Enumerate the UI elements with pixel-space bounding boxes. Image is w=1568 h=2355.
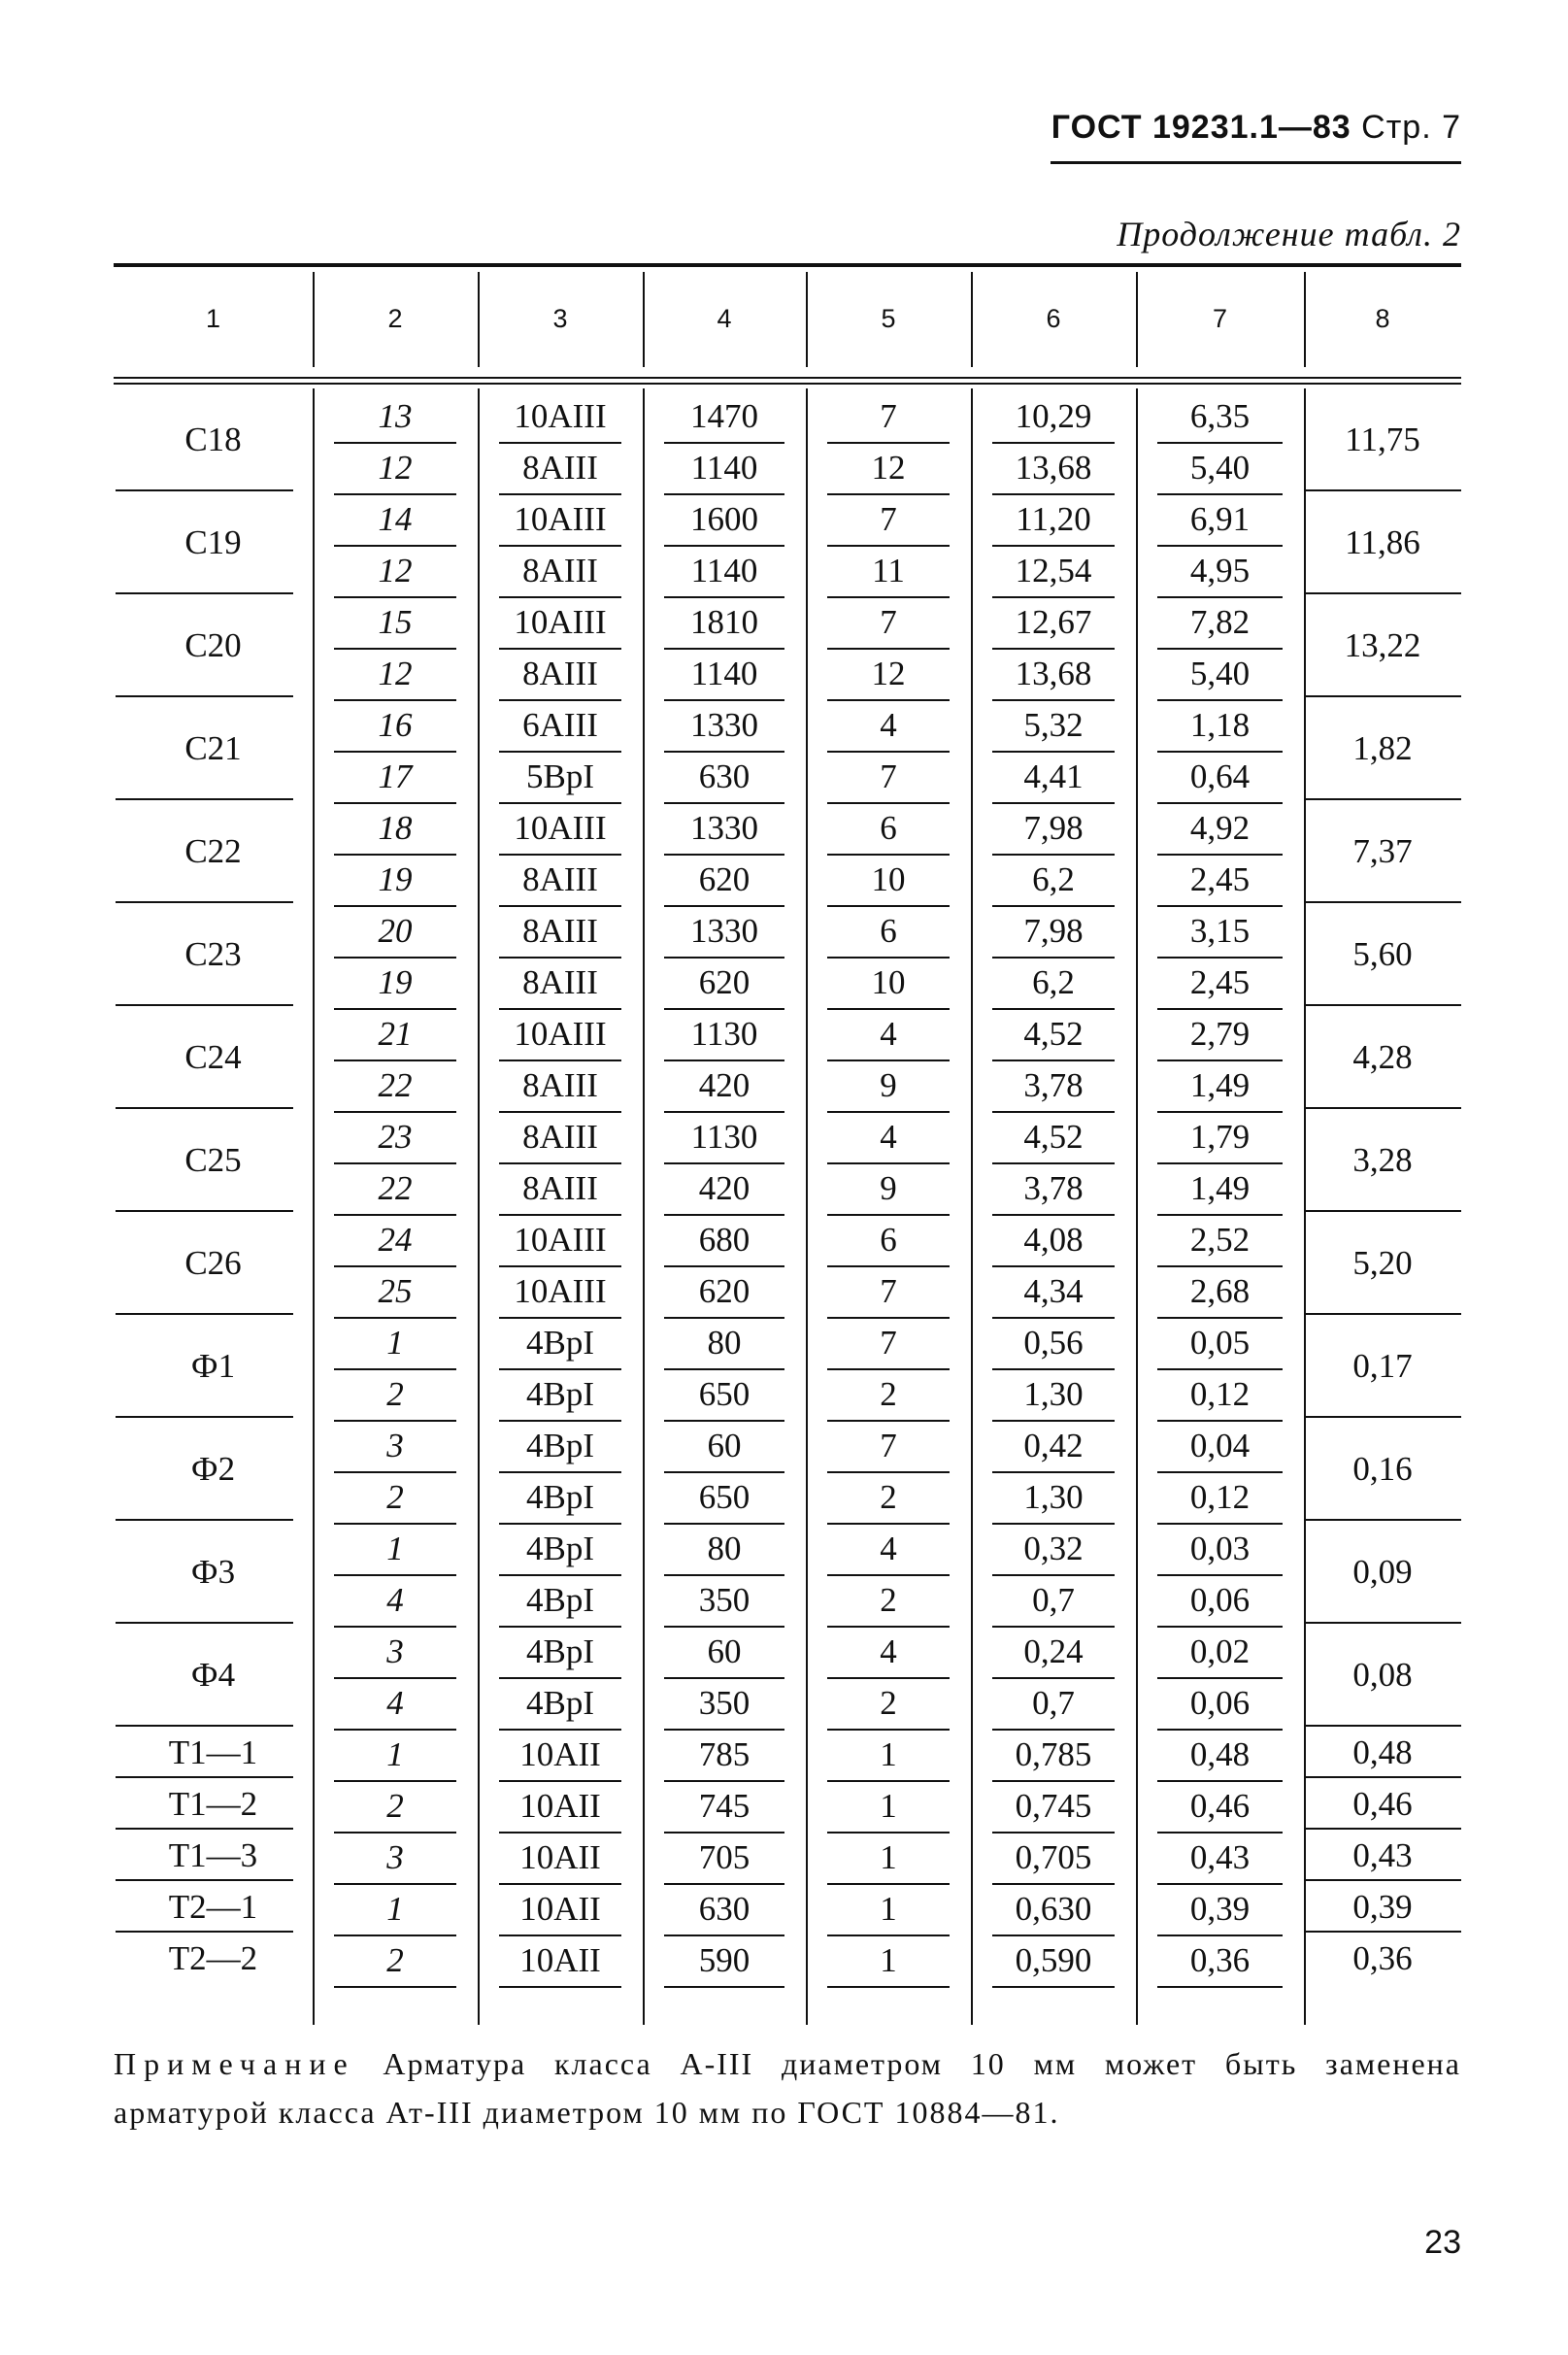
group-separator (1306, 901, 1461, 903)
table-cell-col3: 8АIII (499, 1111, 621, 1164)
row-label: С25 (184, 1141, 242, 1179)
table-cell-col6: 0,42 (992, 1420, 1115, 1473)
group-separator (116, 1519, 293, 1521)
group-separator (116, 1004, 293, 1006)
table-cell-col2: 12 (334, 442, 456, 495)
row-label: Т1—2 (168, 1784, 258, 1823)
table-cell-col6: 4,52 (992, 1008, 1115, 1061)
table-cell-col4: 705 (664, 1832, 784, 1885)
column-number-2: 2 (387, 304, 403, 333)
row-total: 4,28 (1352, 1038, 1413, 1076)
table-cell-col3: 4ВрI (499, 1471, 621, 1525)
group-separator (1306, 1004, 1461, 1006)
group-separator (116, 1313, 293, 1315)
row-total: 0,46 (1352, 1784, 1413, 1823)
group-separator (116, 1416, 293, 1418)
table-cell-col5: 4 (827, 1523, 950, 1576)
table-cell-col5: 6 (827, 802, 950, 856)
table-cell-col6: 0,24 (992, 1626, 1115, 1679)
group-separator (1306, 1879, 1461, 1881)
table-cell-col5: 11 (827, 545, 950, 598)
table-cell-col5: 9 (827, 1162, 950, 1216)
group-separator (116, 1776, 293, 1778)
table-cell-col7: 2,45 (1157, 957, 1283, 1010)
table-cell-col2: 2 (334, 1471, 456, 1525)
table-cell-col6: 0,7 (992, 1677, 1115, 1731)
table-cell-col5: 7 (827, 493, 950, 547)
table-cell-col2: 22 (334, 1162, 456, 1216)
row-total: 5,20 (1352, 1244, 1413, 1282)
table-cell-col7: 0,39 (1157, 1883, 1283, 1936)
table-cell-col5: 7 (827, 596, 950, 650)
table-cell-col4: 1140 (664, 648, 784, 701)
table-cell-col6: 12,67 (992, 596, 1115, 650)
table-cell-col7: 2,79 (1157, 1008, 1283, 1061)
table-cell-col5: 2 (827, 1677, 950, 1731)
row-total: 0,17 (1352, 1347, 1413, 1385)
table-cell-col2: 4 (334, 1574, 456, 1628)
table-cell-col4: 590 (664, 1934, 784, 1988)
group-separator (116, 1931, 293, 1933)
table-cell-col5: 4 (827, 699, 950, 753)
table-cell-col3: 10АII (499, 1780, 621, 1834)
group-separator (1306, 695, 1461, 697)
table-cell-col4: 80 (664, 1317, 784, 1370)
table-cell-col5: 2 (827, 1368, 950, 1422)
table-cell-col2: 24 (334, 1214, 456, 1267)
table-cell-col4: 630 (664, 751, 784, 804)
row-label: Ф3 (190, 1553, 236, 1591)
table-cell-col6: 0,56 (992, 1317, 1115, 1370)
table-cell-col7: 5,40 (1157, 648, 1283, 701)
table-cell-col5: 7 (827, 1265, 950, 1319)
table-cell-col6: 13,68 (992, 648, 1115, 701)
table-cell-col7: 3,15 (1157, 905, 1283, 959)
table-cell-col3: 4ВрI (499, 1317, 621, 1370)
table-cell-col2: 19 (334, 957, 456, 1010)
table-cell-col3: 10АII (499, 1729, 621, 1782)
table-cell-col7: 0,12 (1157, 1471, 1283, 1525)
table-cell-col7: 0,48 (1157, 1729, 1283, 1782)
group-separator (116, 489, 293, 491)
table-cell-col6: 4,52 (992, 1111, 1115, 1164)
page-label: Стр. 7 (1361, 109, 1461, 146)
row-label: Ф4 (190, 1656, 236, 1694)
table-cell-col4: 620 (664, 854, 784, 907)
table-cell-col4: 620 (664, 957, 784, 1010)
table-cell-col7: 0,12 (1157, 1368, 1283, 1422)
group-separator (116, 1622, 293, 1624)
table-cell-col3: 8АIII (499, 957, 621, 1010)
table-cell-col2: 21 (334, 1008, 456, 1061)
row-label: Т2—1 (168, 1887, 258, 1926)
table-cell-col2: 14 (334, 493, 456, 547)
table-cell-col3: 8АIII (499, 905, 621, 959)
row-total: 0,43 (1352, 1835, 1413, 1874)
column-number-6: 6 (1046, 304, 1061, 333)
table-cell-col3: 8АIII (499, 1060, 621, 1113)
table-cell-col5: 1 (827, 1729, 950, 1782)
table-cell-col4: 785 (664, 1729, 784, 1782)
table-cell-col4: 1130 (664, 1111, 784, 1164)
table-cell-col2: 4 (334, 1677, 456, 1731)
table-cell-col5: 1 (827, 1934, 950, 1988)
row-total: 0,36 (1352, 1938, 1413, 1977)
table-cell-col3: 10АIII (499, 1265, 621, 1319)
table-cell-col5: 1 (827, 1780, 950, 1834)
table-cell-col7: 0,04 (1157, 1420, 1283, 1473)
row-total: 13,22 (1344, 626, 1421, 664)
table-cell-col3: 10АIII (499, 390, 621, 444)
table-cell-col7: 6,35 (1157, 390, 1283, 444)
table-cell-col3: 4ВрI (499, 1523, 621, 1576)
table-cell-col6: 6,2 (992, 957, 1115, 1010)
table-cell-col5: 2 (827, 1471, 950, 1525)
table-cell-col2: 15 (334, 596, 456, 650)
table-cell-col2: 1 (334, 1883, 456, 1936)
table-cell-col2: 23 (334, 1111, 456, 1164)
table-cell-col5: 6 (827, 1214, 950, 1267)
table-cell-col6: 7,98 (992, 905, 1115, 959)
table-cell-col7: 0,05 (1157, 1317, 1283, 1370)
header-separator-rule (114, 383, 1461, 385)
group-separator (1306, 798, 1461, 800)
table-cell-col6: 4,34 (992, 1265, 1115, 1319)
table-cell-col2: 19 (334, 854, 456, 907)
group-separator (1306, 1210, 1461, 1212)
table-cell-col4: 60 (664, 1626, 784, 1679)
group-separator (1306, 489, 1461, 491)
table-cell-col3: 8АIII (499, 854, 621, 907)
table-cell-col2: 18 (334, 802, 456, 856)
group-separator (1306, 1416, 1461, 1418)
table-cell-col7: 6,91 (1157, 493, 1283, 547)
note-title: Примечание (114, 2046, 355, 2081)
table-cell-col2: 2 (334, 1368, 456, 1422)
column-divider (478, 388, 480, 2025)
row-label: Ф1 (190, 1347, 236, 1385)
table-cell-col6: 4,41 (992, 751, 1115, 804)
page-header (1051, 109, 1461, 147)
table-cell-col7: 2,52 (1157, 1214, 1283, 1267)
table-cell-col4: 1140 (664, 545, 784, 598)
table-cell-col3: 10АIII (499, 802, 621, 856)
column-divider (643, 388, 645, 2025)
table-cell-col3: 8АIII (499, 442, 621, 495)
table-cell-col7: 4,95 (1157, 545, 1283, 598)
group-separator (1306, 1107, 1461, 1109)
table-cell-col5: 10 (827, 957, 950, 1010)
table-cell-col7: 1,49 (1157, 1060, 1283, 1113)
table-cell-col2: 1 (334, 1729, 456, 1782)
table-cell-col4: 1330 (664, 802, 784, 856)
note-text: Арматура класса А-III диаметром 10 мм может быть заменена арматурой класса Ат-III диаметром 10 мм по ГОСТ 10884—81. (114, 2046, 1461, 2130)
table-cell-col7: 0,06 (1157, 1574, 1283, 1628)
table-cell-col5: 1 (827, 1832, 950, 1885)
table-cell-col6: 3,78 (992, 1162, 1115, 1216)
table-cell-col3: 5ВрI (499, 751, 621, 804)
table-cell-col7: 1,49 (1157, 1162, 1283, 1216)
table-cell-col2: 3 (334, 1832, 456, 1885)
table-cell-col2: 13 (334, 390, 456, 444)
table-cell-col6: 11,20 (992, 493, 1115, 547)
table-note (114, 2039, 1461, 2136)
table-cell-col4: 1330 (664, 699, 784, 753)
column-number-5: 5 (881, 304, 896, 333)
table-cell-col6: 0,590 (992, 1934, 1115, 1988)
table-cell-col4: 680 (664, 1214, 784, 1267)
table-cell-col6: 5,32 (992, 699, 1115, 753)
table-cell-col2: 3 (334, 1626, 456, 1679)
table-cell-col6: 7,98 (992, 802, 1115, 856)
table-cell-col4: 1140 (664, 442, 784, 495)
table-cell-col6: 1,30 (992, 1368, 1115, 1422)
table-cell-col5: 7 (827, 751, 950, 804)
table-cell-col6: 12,54 (992, 545, 1115, 598)
row-total: 3,28 (1352, 1141, 1413, 1179)
table-top-rule (114, 263, 1461, 267)
row-total: 7,37 (1352, 832, 1413, 870)
table-cell-col7: 0,02 (1157, 1626, 1283, 1679)
group-separator (116, 1210, 293, 1212)
group-separator (116, 901, 293, 903)
table-cell-col6: 3,78 (992, 1060, 1115, 1113)
table-cell-col6: 4,08 (992, 1214, 1115, 1267)
table-cell-col3: 10АIII (499, 493, 621, 547)
table-cell-col5: 12 (827, 648, 950, 701)
row-label: С26 (184, 1244, 242, 1282)
table-cell-col4: 650 (664, 1368, 784, 1422)
group-separator (1306, 1828, 1461, 1830)
group-separator (1306, 1931, 1461, 1933)
group-separator (1306, 1725, 1461, 1727)
table-cell-col3: 10АIII (499, 1008, 621, 1061)
row-label: С22 (184, 832, 242, 870)
table-cell-col3: 6АIII (499, 699, 621, 753)
row-label: Ф2 (190, 1450, 236, 1488)
table-cell-col4: 1330 (664, 905, 784, 959)
row-total: 0,09 (1352, 1553, 1413, 1591)
table-cell-col2: 12 (334, 545, 456, 598)
row-label: С24 (184, 1038, 242, 1076)
table-cell-col3: 4ВрI (499, 1420, 621, 1473)
group-separator (1306, 1622, 1461, 1624)
table-cell-col7: 0,36 (1157, 1934, 1283, 1988)
column-number-1: 1 (205, 304, 221, 333)
table-cell-col4: 620 (664, 1265, 784, 1319)
table-cell-col6: 1,30 (992, 1471, 1115, 1525)
table-cell-col2: 20 (334, 905, 456, 959)
table-cell-col6: 0,630 (992, 1883, 1115, 1936)
table-cell-col2: 16 (334, 699, 456, 753)
table-cell-col5: 4 (827, 1008, 950, 1061)
table-cell-col4: 80 (664, 1523, 784, 1576)
table-cell-col6: 0,745 (992, 1780, 1115, 1834)
table-cell-col3: 8АIII (499, 545, 621, 598)
group-separator (116, 798, 293, 800)
table-cell-col3: 4ВрI (499, 1574, 621, 1628)
row-total: 5,60 (1352, 935, 1413, 973)
group-separator (116, 1879, 293, 1881)
table-cell-col3: 8АIII (499, 1162, 621, 1216)
table-cell-col3: 10АIII (499, 596, 621, 650)
group-separator (116, 592, 293, 594)
row-label: С20 (184, 626, 242, 664)
table-cell-col3: 10АII (499, 1832, 621, 1885)
column-divider (971, 388, 973, 2025)
table-cell-col4: 1470 (664, 390, 784, 444)
table-cell-col7: 1,18 (1157, 699, 1283, 753)
column-number-8: 8 (1375, 304, 1390, 333)
table-cell-col4: 60 (664, 1420, 784, 1473)
group-separator (1306, 1776, 1461, 1778)
table-cell-col3: 4ВрI (499, 1677, 621, 1731)
table-cell-col7: 4,92 (1157, 802, 1283, 856)
column-number-3: 3 (552, 304, 568, 333)
table-cell-col5: 1 (827, 1883, 950, 1936)
table-cell-col6: 10,29 (992, 390, 1115, 444)
table-cell-col7: 2,68 (1157, 1265, 1283, 1319)
table-cell-col3: 4ВрI (499, 1626, 621, 1679)
group-separator (1306, 592, 1461, 594)
table-cell-col7: 0,46 (1157, 1780, 1283, 1834)
table-cell-col5: 6 (827, 905, 950, 959)
table-cell-col5: 7 (827, 1420, 950, 1473)
table-cell-col4: 420 (664, 1060, 784, 1113)
table-cell-col2: 22 (334, 1060, 456, 1113)
row-label: С21 (184, 729, 242, 767)
row-label: С23 (184, 935, 242, 973)
table-cell-col7: 7,82 (1157, 596, 1283, 650)
table-cell-col6: 0,32 (992, 1523, 1115, 1576)
table-cell-col2: 17 (334, 751, 456, 804)
group-separator (116, 1107, 293, 1109)
table-cell-col5: 4 (827, 1626, 950, 1679)
group-separator (116, 695, 293, 697)
table-cell-col6: 0,705 (992, 1832, 1115, 1885)
table-cell-col5: 2 (827, 1574, 950, 1628)
table-cell-col4: 1810 (664, 596, 784, 650)
table-cell-col5: 7 (827, 1317, 950, 1370)
table-cell-col2: 1 (334, 1523, 456, 1576)
table-cell-col4: 350 (664, 1574, 784, 1628)
group-separator (116, 1725, 293, 1727)
header-underline (1051, 161, 1461, 164)
table-cell-col5: 7 (827, 390, 950, 444)
column-divider (313, 388, 315, 2025)
column-number-4: 4 (717, 304, 732, 333)
row-total: 11,86 (1345, 523, 1420, 561)
table-cell-col7: 0,03 (1157, 1523, 1283, 1576)
row-total: 0,08 (1352, 1656, 1413, 1694)
table-cell-col7: 0,06 (1157, 1677, 1283, 1731)
table-cell-col7: 5,40 (1157, 442, 1283, 495)
table-cell-col5: 10 (827, 854, 950, 907)
table-cell-col4: 745 (664, 1780, 784, 1834)
table-cell-col2: 12 (334, 648, 456, 701)
table-cell-col4: 420 (664, 1162, 784, 1216)
column-divider (806, 388, 808, 2025)
table-cell-col6: 0,7 (992, 1574, 1115, 1628)
table-cell-col4: 630 (664, 1883, 784, 1936)
page-number: 23 (1424, 2224, 1461, 2261)
row-label: С18 (184, 421, 242, 458)
row-label: Т1—3 (168, 1835, 258, 1874)
group-separator (1306, 1519, 1461, 1521)
table-cell-col3: 4ВрI (499, 1368, 621, 1422)
table-cell-col3: 10АII (499, 1883, 621, 1936)
row-total: 0,16 (1352, 1450, 1413, 1488)
table-cell-col6: 0,785 (992, 1729, 1115, 1782)
table-cell-col2: 2 (334, 1934, 456, 1988)
header-separator-rule (114, 377, 1461, 379)
table-cell-col5: 4 (827, 1111, 950, 1164)
row-label: С19 (184, 523, 242, 561)
table-cell-col6: 6,2 (992, 854, 1115, 907)
row-label: Т2—2 (168, 1938, 258, 1977)
column-number-7: 7 (1212, 304, 1228, 333)
table-cell-col2: 3 (334, 1420, 456, 1473)
group-separator (116, 1828, 293, 1830)
table-cell-col4: 350 (664, 1677, 784, 1731)
table-cell-col3: 10АIII (499, 1214, 621, 1267)
table-cell-col3: 10АII (499, 1934, 621, 1988)
table-cell-col7: 0,43 (1157, 1832, 1283, 1885)
group-separator (1306, 1313, 1461, 1315)
row-total: 1,82 (1352, 729, 1413, 767)
row-total: 11,75 (1345, 421, 1420, 458)
table-cell-col4: 650 (664, 1471, 784, 1525)
table-cell-col3: 8АIII (499, 648, 621, 701)
table-cell-col7: 0,64 (1157, 751, 1283, 804)
table-cell-col5: 9 (827, 1060, 950, 1113)
table-cell-col4: 1600 (664, 493, 784, 547)
table-cell-col2: 1 (334, 1317, 456, 1370)
column-divider (1136, 388, 1138, 2025)
table-cell-col4: 1130 (664, 1008, 784, 1061)
row-total: 0,39 (1352, 1887, 1413, 1926)
table-cell-col7: 2,45 (1157, 854, 1283, 907)
table-continuation-caption: Продолжение табл. 2 (1117, 215, 1461, 253)
table-cell-col7: 1,79 (1157, 1111, 1283, 1164)
table-cell-col5: 12 (827, 442, 950, 495)
row-label: Т1—1 (168, 1733, 258, 1771)
standard-number: ГОСТ 19231.1—83 (1051, 109, 1351, 146)
table-cell-col6: 13,68 (992, 442, 1115, 495)
row-total: 0,48 (1352, 1733, 1413, 1771)
table-cell-col2: 25 (334, 1265, 456, 1319)
table-cell-col2: 2 (334, 1780, 456, 1834)
